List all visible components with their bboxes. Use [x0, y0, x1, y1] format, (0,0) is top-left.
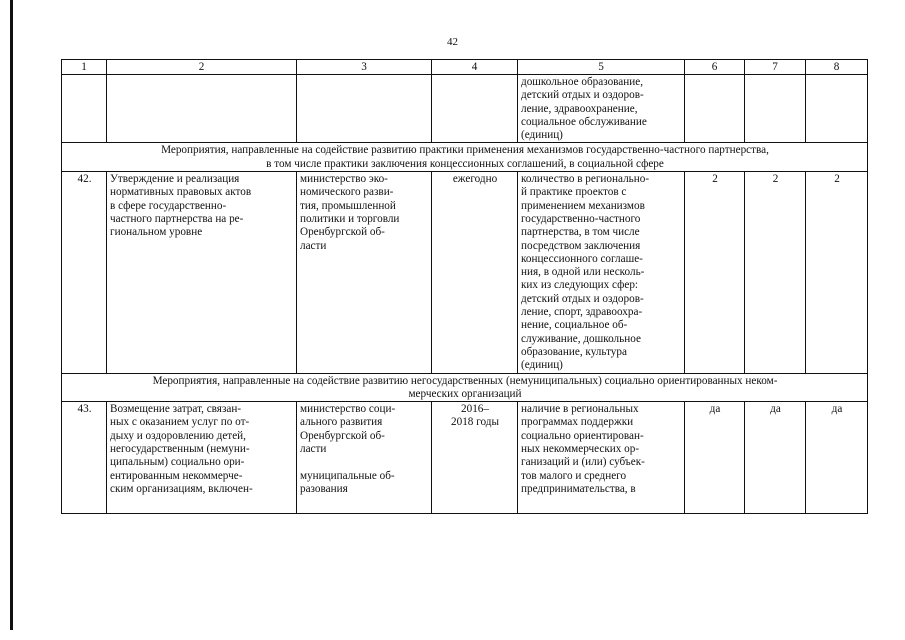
column-header: 7	[745, 60, 806, 75]
cell-value-2017: 2	[745, 172, 806, 373]
page-number: 42	[447, 36, 458, 48]
cell-empty	[62, 75, 107, 143]
column-header: 5	[518, 60, 685, 75]
cell-executor: министерство соци- ального развития Оренбургской об- ласти муниципальные об- разования	[297, 402, 432, 514]
table-row-42	[62, 172, 868, 373]
column-header: 8	[806, 60, 868, 75]
cell-empty	[685, 75, 745, 143]
document-table	[61, 59, 868, 514]
column-header: 4	[432, 60, 518, 75]
cell-empty	[297, 75, 432, 143]
cell-indicator: наличие в региональных программах поддержки социально ориентирован- ных некоммерческих ор- ганизаций и (или) субъек- тов малого и среднего предпринимательства, в	[518, 402, 685, 514]
cell-indicator: дошкольное образование, детский отдых и оздоров- ление, здравоохранение, социальное обслуживание (единиц)	[518, 75, 685, 143]
column-header: 3	[297, 60, 432, 75]
section-heading-nko: Мероприятия, направленные на содействие развитию негосударственных (немуниципальных) социально ориентированных неком- мерческих организаций	[62, 373, 868, 402]
column-header: 6	[685, 60, 745, 75]
table-header-row	[62, 60, 868, 75]
cell-period: ежегодно	[432, 172, 518, 373]
cell-executor: министерство эко- номического разви- тия, промышленной политики и торговли Оренбургской об- ласти	[297, 172, 432, 373]
cell-value-2018: 2	[806, 172, 868, 373]
table-row-43	[62, 402, 868, 514]
cell-value-2018: да	[806, 402, 868, 514]
section-heading-ppp: Мероприятия, направленные на содействие развитию практики применения механизмов государственно-частного партнерства, в том числе практики заключения концессионных соглашений, в социальной сфере	[62, 143, 868, 172]
section-heading-row	[62, 373, 868, 402]
cell-empty	[432, 75, 518, 143]
cell-empty	[107, 75, 297, 143]
cell-empty	[745, 75, 806, 143]
section-heading-row	[62, 143, 868, 172]
cell-row-number: 42.	[62, 172, 107, 373]
table-row-continuation	[62, 75, 868, 143]
column-header: 1	[62, 60, 107, 75]
cell-value-2016: 2	[685, 172, 745, 373]
cell-measure: Возмещение затрат, связан- ных с оказанием услуг по от- дыху и оздоровлению детей, негосударственным (немуни- ципальным) социально ори- ентированным некоммерче- ским организациям, включен-	[107, 402, 297, 514]
cell-row-number: 43.	[62, 402, 107, 514]
cell-indicator: количество в регионально- й практике проектов с применением механизмов государственно-частного партнерства, в том числе посредством заключения концессионного соглаше- ния, в одной или несколь- ких из следующих сфер: детский отдых и оздоров- ление, спорт, здравоохра- нение, социальное об- служивание, дошкольное образование, культура (единиц)	[518, 172, 685, 373]
cell-value-2016: да	[685, 402, 745, 514]
cell-measure: Утверждение и реализация нормативных правовых актов в сфере государственно- частного партнерства на ре- гиональном уровне	[107, 172, 297, 373]
column-header: 2	[107, 60, 297, 75]
page-binding-bar	[10, 0, 13, 630]
cell-period: 2016– 2018 годы	[432, 402, 518, 514]
cell-value-2017: да	[745, 402, 806, 514]
cell-empty	[806, 75, 868, 143]
